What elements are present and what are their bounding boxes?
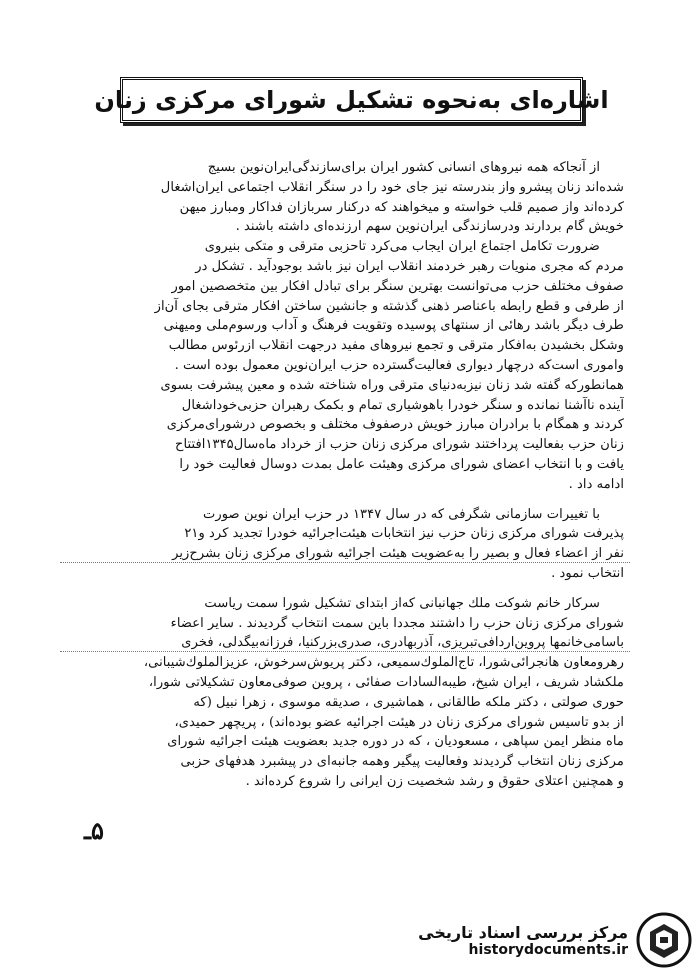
text-line: و همچنین اعتلای حقوق و رشد شخصیت زن ایرانی را شروع کرده‌اند . — [245, 773, 624, 789]
title-box — [94, 77, 609, 123]
watermark-url: historydocuments.ir — [468, 941, 628, 958]
page-number — [84, 816, 104, 845]
text-line: سرکار خانم شوکت ملك جهانبانی که‌از ابتدای تشکیل شورا سمت ریاست — [204, 595, 600, 611]
text-line: از آنجاکه همه نیروهای انسانی کشور ایران برای‌سازندگی‌ایران‌نوین بسیج — [207, 160, 600, 175]
watermark — [410, 905, 692, 975]
text-line: شده‌اند زنان پیشرو واز بندرسته نیز جای خود را در سنگر انقلاب اجتماعی ایران‌اشغال — [160, 179, 624, 195]
text-line: صفوف مختلف حزب می‌توانست بهترین سنگر برای تبادل افکار بین متخصصین امور — [171, 278, 624, 294]
text-line: ادامه داد . — [568, 476, 624, 492]
text-line: مردم که مجری منویات رهبر خردمند انقلاب ایران نیز باشد بوجودآید . تشکل در — [195, 258, 624, 274]
text-line: آینده ناآشنا نمانده و سنگر خودرا باهوشیاری تمام و بکمک رهبران حزبی‌خوداشغال — [181, 397, 624, 413]
text-line: پذیرفت شورای مرکزی زنان حزب نیز انتخابات هیئت‌اجرائیه خودرا تجدید کرد و۲۱ — [184, 526, 624, 542]
page-number-dash: ـ — [84, 816, 92, 845]
text-line: از طرفی و قطع رابطه باعناصر ذهنی گذشته و جانشین ساختن افکار مترقی بجای آن‌از — [154, 298, 624, 314]
text-line: حوری صولتی ، دکتر ملکه طالقانی ، هماشیری ، صدیقه موسوی ، زهرا نبیل (که — [193, 694, 624, 710]
paragraph-3 — [48, 376, 624, 495]
text-line: طرف دیگر باشد رهائی از سنتهای پوسیده وتقویت فرهنگ و آداب ورسوم‌ملی ومیهنی — [163, 318, 624, 334]
page-number-digit: ۵ — [91, 816, 104, 845]
text-line: زنان حزب بفعالیت پرداختند شورای مرکزی زنان حزب از خرداد ماه‌سال۱۳۴۵افتتاح — [174, 437, 624, 453]
watermark-text — [418, 923, 628, 958]
section-divider — [60, 651, 630, 652]
paragraph-2 — [48, 237, 624, 376]
text-line: وشکل بخشیدن به‌افکار مترقی و تجمع نیروهای مفید درجهت انقلاب ازرئوس مطالب — [168, 338, 624, 354]
text-line: ملکشاد شریف ، ایران شیخ، طیبه‌السادات صفائی ، پروین صوفی‌معاون تشکیلاتی شورا، — [148, 674, 624, 690]
text-line: از بدو تاسیس شورای مرکزی زنان در هیئت اجرائیه عضو بوده‌اند) ، پریچهر حمیدی، — [174, 714, 624, 730]
paragraph-5 — [48, 594, 624, 792]
text-line: کردند و همگام با برادران مبارز خویش درصفوف مختلف و بخصوص درشورای‌مرکزی — [166, 417, 624, 433]
text-line: شورای مرکزی زنان حزب را داشتند مجددا باین سمت انتخاب گردیدند . سایر اعضاء — [170, 615, 624, 631]
text-line: خویش گام بردارند ودرسازندگی ایران‌نوین سهم ارزنده‌ای داشته باشند . — [235, 219, 624, 235]
text-line: رهرومعاون هانجرائی‌شورا، تاج‌الملوك‌سمیعی، دکتر پریوش‌سرخوش، عزیزالملوك‌شیبانی، — [143, 655, 624, 671]
text-line: ماه منظر ایمن سپاهی ، مسعودیان ، که در دوره جدید بعضویت هیئت اجرائیه شورای — [167, 734, 624, 750]
text-line: مرکزی زنان انتخاب گردیدند وفعالیت پیگیر وهمه جانبه‌ای در پیشبرد هدفهای حزبی — [180, 754, 624, 770]
section-divider — [60, 562, 630, 563]
text-line: واموری است‌که درچهار دیواری فعالیت‌گسترده حزب ایران‌نوین معمول بوده است . — [174, 357, 624, 373]
text-line: با تغییرات سازمانی شگرفی که در سال ۱۳۴۷ در حزب ایران نوین صورت — [202, 506, 600, 522]
text-line: نفر از اعضاء فعال و بصیر را به‌عضویت هیئت اجرائیه شورای مرکزی زنان بشرح‌زیر — [172, 546, 624, 562]
text-line: باسامی‌خانمها پروین‌اردافی‌تبریزی، آذربهادری، صدری‌بزرکنیا، فرزانه‌بیگدلی، فخری — [181, 635, 624, 651]
archive-logo-icon — [636, 912, 692, 968]
paragraph-4 — [48, 505, 624, 584]
text-line: همانطورکه گفته شد زنان نیزبه‌دنیای مترقی وراه شناخته شده و معین پیشرفت بسوی — [160, 377, 624, 393]
text-line: انتخاب نمود . — [551, 565, 624, 581]
document-body — [48, 158, 624, 792]
text-line: یافت و با انتخاب اعضای شورای مرکزی وهیئت عامل بمدت دوسال فعالیت خود را — [179, 456, 624, 472]
text-line: کرده‌اند واز صمیم قلب خواسته و میخواهند که درکنار سربازان فداکار ومبارز میهن — [179, 199, 624, 215]
paragraph-1 — [48, 158, 624, 237]
watermark-name: مرکز بررسی اسناد تاریخی — [418, 922, 628, 942]
text-line: ضرورت تکامل اجتماع ایران ایجاب می‌کرد تاحزبی مترقی و متکی بنیروی — [204, 239, 600, 255]
document-title: اشاره‌ای به‌نحوه تشکیل شورای مرکزی زنان — [94, 86, 609, 114]
